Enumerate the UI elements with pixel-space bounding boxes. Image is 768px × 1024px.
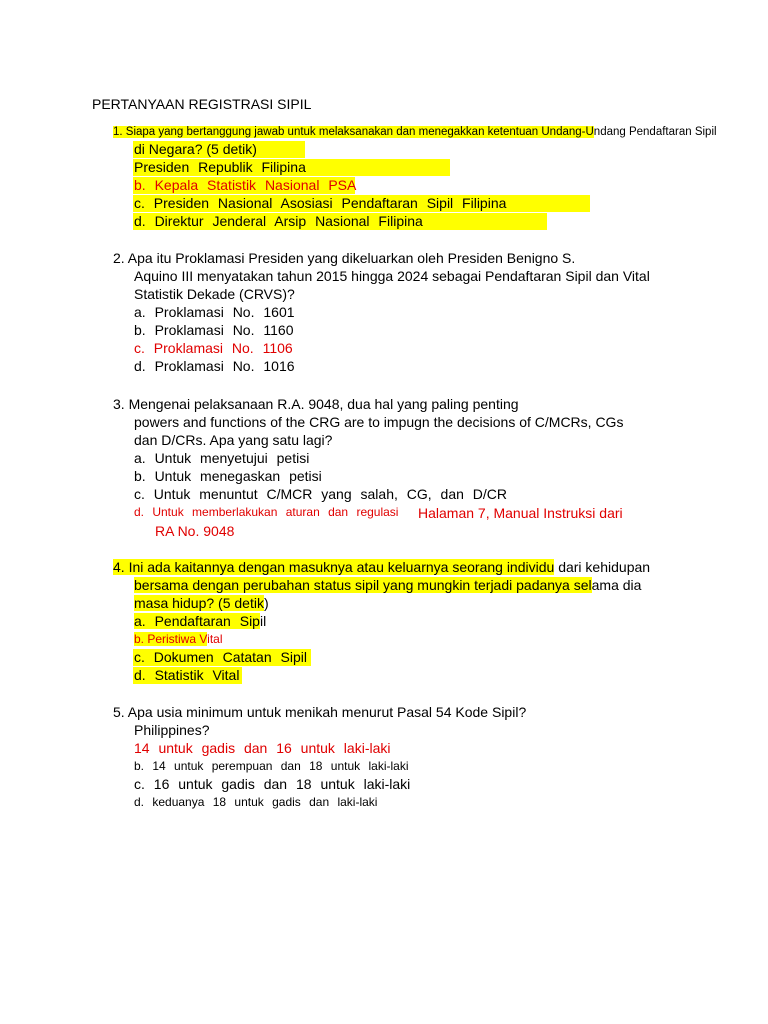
answer-option-c: c. Dokumen Catatan Sipil (134, 649, 307, 665)
question-2-text: 2. Apa itu Proklamasi Presiden yang dikeluarkan oleh Presiden Benigno S. (113, 250, 576, 266)
answer-option-a-correct: 14 untuk gadis dan 16 untuk laki-laki (134, 740, 391, 756)
answer-option-b: b. Untuk menegaskan petisi (134, 468, 322, 484)
answer-option-d: d. Statistik Vital (134, 667, 240, 683)
answer-option-b-highlighted: b. Peristiwa V (134, 632, 208, 646)
answer-option-d: d. keduanya 18 untuk gadis dan laki-laki (134, 795, 378, 809)
answer-option-b-correct (134, 631, 223, 648)
question-4-text-highlighted: masa hidup? (5 detik (134, 595, 264, 611)
answer-option-d: d. Proklamasi No. 1016 (134, 358, 295, 374)
question-5-text-cont: Philippines? (134, 722, 210, 738)
question-4-text-rest: ) (263, 595, 269, 611)
answer-option-b: b. 14 untuk perempuan dan 18 untuk laki-laki (134, 759, 409, 773)
question-1-text-cont: di Negara? (5 detik) (134, 141, 257, 157)
question-4-text-rest: ama dia (591, 577, 642, 593)
question-4-text-rest: dari kehidupan (554, 559, 651, 575)
question-3-text: 3. Mengenai pelaksanaan R.A. 9048, dua hal yang paling penting (113, 396, 519, 412)
answer-option-b: b. Proklamasi No. 1160 (134, 322, 294, 338)
question-1-text (113, 124, 717, 141)
source-note-cont: RA No. 9048 (155, 523, 235, 539)
question-4-text-cont (134, 595, 269, 612)
question-4-text (113, 559, 650, 576)
answer-option-a: Presiden Republik Filipina (134, 159, 306, 175)
answer-option-a-rest: il (259, 613, 267, 629)
answer-option-c: c. 16 untuk gadis dan 18 untuk laki-laki (134, 776, 411, 792)
question-4-text-cont (134, 577, 641, 594)
source-note: Halaman 7, Manual Instruksi dari (418, 505, 623, 521)
question-5-text: 5. Apa usia minimum untuk menikah menurut Pasal 54 Kode Sipil? (113, 704, 527, 720)
question-3-text-cont: powers and functions of the CRG are to impugn the decisions of C/MCRs, CGs (134, 414, 624, 430)
answer-option-a-highlighted: a. Pendaftaran Sip (134, 613, 260, 629)
answer-option-c: c. Presiden Nasional Asosiasi Pendaftaran Sipil Filipina (134, 195, 507, 211)
answer-option-b-correct: b. Kepala Statistik Nasional PSA (134, 177, 357, 193)
question-4-text-highlighted: 4. Ini ada kaitannya dengan masuknya atau keluarnya seorang individu (113, 559, 555, 575)
question-1-text-rest: ndang Pendaftaran Sipil (593, 126, 717, 138)
question-1-text-highlighted: 1. Siapa yang bertanggung jawab untuk melaksanakan dan menegakkan ketentuan Undang-U (113, 126, 594, 138)
answer-option-a (134, 613, 266, 630)
answer-option-d: d. Direktur Jenderal Arsip Nasional Filipina (134, 213, 423, 229)
answer-option-c: c. Untuk menuntut C/MCR yang salah, CG, dan D/CR (134, 486, 508, 502)
question-4-text-highlighted: bersama dengan perubahan status sipil yang mungkin terjadi padanya sel (134, 577, 592, 593)
answer-option-b-rest: ital (207, 632, 223, 646)
question-3-text-cont: dan D/CRs. Apa yang satu lagi? (134, 432, 333, 448)
page-title: PERTANYAAN REGISTRASI SIPIL (92, 96, 312, 112)
question-2-text-cont: Aquino III menyatakan tahun 2015 hingga 2024 sebagai Pendaftaran Sipil dan Vital (134, 268, 650, 284)
question-2-text-cont: Statistik Dekade (CRVS)? (134, 286, 295, 302)
answer-option-c-correct: c. Proklamasi No. 1106 (134, 340, 293, 356)
answer-option-a: a. Proklamasi No. 1601 (134, 304, 295, 320)
answer-option-a: a. Untuk menyetujui petisi (134, 450, 310, 466)
answer-option-d-correct: d. Untuk memberlakukan aturan dan regulasi (134, 505, 399, 519)
